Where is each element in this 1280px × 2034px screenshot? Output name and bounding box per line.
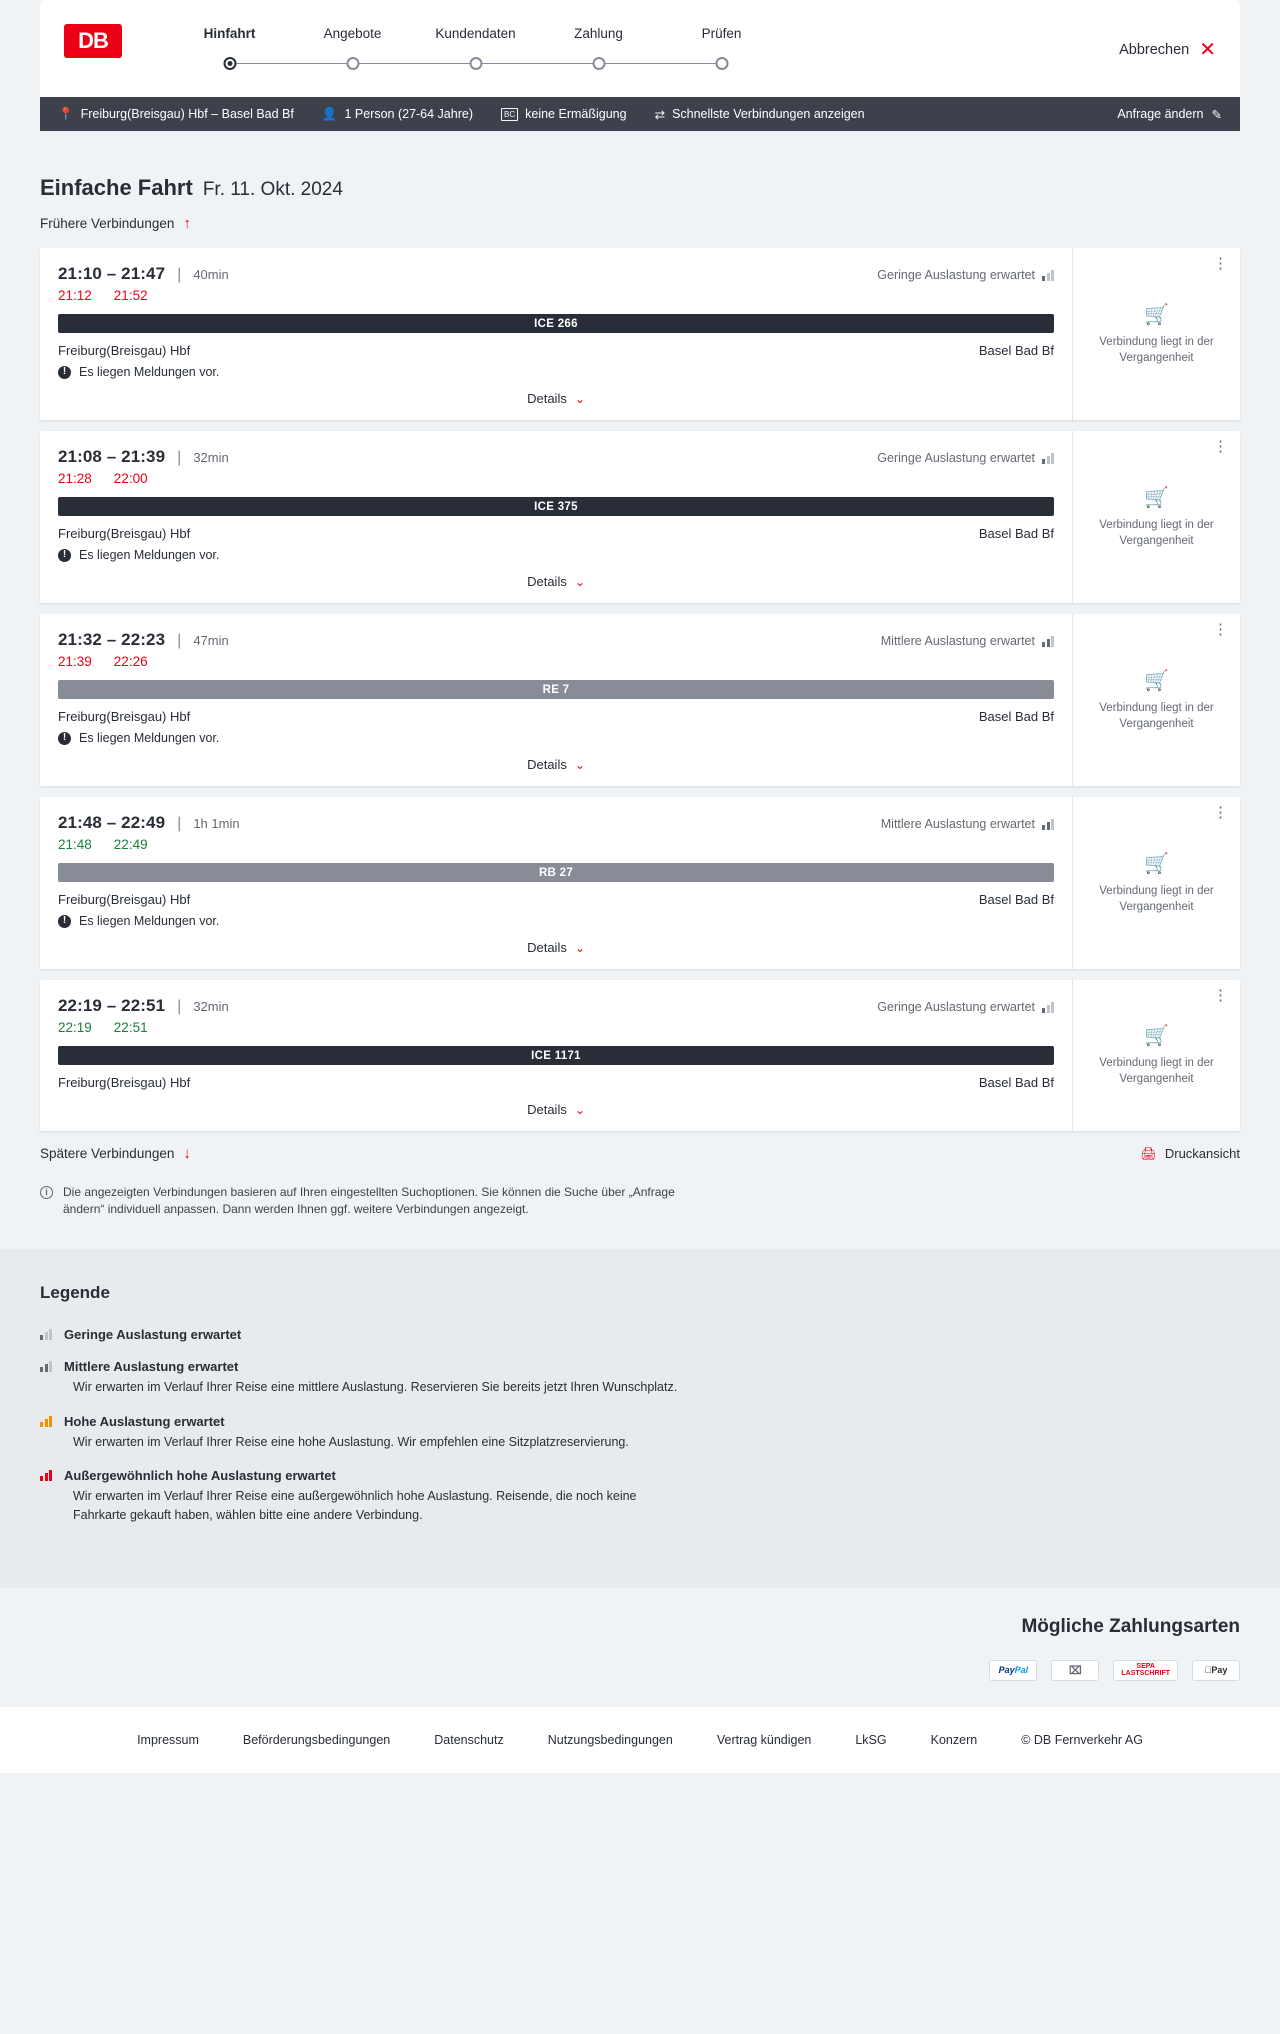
bahncard-icon: BC bbox=[501, 108, 518, 121]
legend-item-title: Hohe Auslastung erwartet bbox=[64, 1413, 225, 1429]
results-footer-row bbox=[40, 1145, 1240, 1162]
footer-copyright: © DB Fernverkehr AG bbox=[1021, 1732, 1143, 1747]
connection-card[interactable] bbox=[40, 980, 1240, 1131]
connection-header bbox=[58, 996, 1054, 1016]
cancel-button[interactable] bbox=[1119, 40, 1216, 60]
footer-link-datenschutz[interactable]: Datenschutz bbox=[434, 1732, 504, 1747]
legend-item-high bbox=[40, 1414, 1240, 1452]
train-badge: RE 7 bbox=[58, 680, 1054, 699]
paypal-icon: Pay Pal bbox=[989, 1660, 1037, 1681]
details-toggle[interactable] bbox=[58, 745, 1054, 780]
connection-header bbox=[58, 264, 1054, 284]
stepper bbox=[168, 26, 783, 79]
scheduled-times: 22:19 – 22:51 bbox=[58, 996, 166, 1015]
legend-item-desc: Wir erwarten im Verlauf Ihrer Reise eine mittlere Auslastung. Reservieren Sie bereits jetzt Ihren Wunschplatz. bbox=[73, 1379, 678, 1394]
utilization-bars-icon bbox=[1042, 270, 1054, 281]
arrow-up-icon: ↑ bbox=[183, 215, 191, 232]
legend-item-desc: Wir erwarten im Verlauf Ihrer Reise eine außergewöhnlich hohe Auslastung. Reisende, die noch keine Fahrkarte gekauft haben, wählen bitte eine andere Verbindung. bbox=[73, 1489, 637, 1523]
sepa-direct-debit-icon: SEPA LASTSCHRIFT bbox=[1113, 1660, 1178, 1681]
warning-icon: ! bbox=[58, 549, 71, 562]
connection-main bbox=[40, 248, 1072, 420]
booking-stepper-header bbox=[40, 0, 1240, 97]
discount-summary[interactable] bbox=[487, 107, 641, 121]
cart-icon: 🛒 bbox=[1144, 303, 1169, 326]
connection-side bbox=[1072, 614, 1240, 786]
connection-side bbox=[1072, 980, 1240, 1131]
cart-icon: 🛒 bbox=[1144, 852, 1169, 875]
divider: | bbox=[177, 632, 182, 649]
footer bbox=[0, 1707, 1280, 1773]
arrow-down-icon: ↓ bbox=[183, 1145, 191, 1162]
more-options-icon[interactable]: ⋮ bbox=[1213, 438, 1228, 455]
utilization-bars-icon bbox=[1042, 636, 1054, 647]
utilization-bars-icon bbox=[1042, 453, 1054, 464]
step-connector bbox=[353, 63, 476, 64]
details-toggle[interactable] bbox=[58, 379, 1054, 414]
connection-card[interactable] bbox=[40, 614, 1240, 786]
connection-header bbox=[58, 813, 1054, 833]
utilization-bars-icon bbox=[40, 1470, 52, 1481]
hint-text: Die angezeigten Verbindungen basieren auf Ihren eingestellten Suchoptionen. Sie können die Suche über „Anfrage ändern“ individuell anpassen. Dann werden Ihnen ggf. weitere Verbindungen angezeigt. bbox=[63, 1185, 675, 1217]
details-label: Details bbox=[527, 940, 567, 955]
person-icon: 👤 bbox=[321, 106, 338, 121]
more-options-icon[interactable]: ⋮ bbox=[1213, 804, 1228, 821]
footer-link-befoerderungsbedingungen[interactable]: Beförderungsbedingungen bbox=[242, 1732, 391, 1747]
sorting-label: Schnellste Verbindungen anzeigen bbox=[672, 107, 865, 121]
scheduled-times: 21:10 – 21:47 bbox=[58, 264, 166, 283]
earlier-connections-button[interactable] bbox=[40, 215, 1240, 232]
details-label: Details bbox=[527, 757, 567, 772]
earlier-label: Frühere Verbindungen bbox=[40, 216, 175, 231]
arrival-realtime: 22:49 bbox=[113, 837, 148, 852]
arrival-realtime: 22:51 bbox=[113, 1020, 148, 1035]
payment-methods-section bbox=[0, 1588, 1280, 1707]
chevron-down-icon: ⌄ bbox=[574, 940, 585, 955]
duration: 32min bbox=[193, 999, 229, 1014]
step-connector bbox=[230, 63, 353, 64]
destination-station: Basel Bad Bf bbox=[978, 892, 1054, 907]
stations bbox=[58, 526, 1054, 541]
utilization bbox=[881, 634, 1054, 648]
more-options-icon[interactable]: ⋮ bbox=[1213, 621, 1228, 638]
train-badge: RB 27 bbox=[58, 863, 1054, 882]
connection-header bbox=[58, 630, 1054, 650]
scheduled-times: 21:32 – 22:23 bbox=[58, 630, 166, 649]
page-title bbox=[40, 131, 1240, 201]
warning-icon: ! bbox=[58, 915, 71, 928]
utilization bbox=[877, 1000, 1054, 1014]
girocard-icon: ⌧ bbox=[1051, 1660, 1099, 1681]
details-label: Details bbox=[527, 391, 567, 406]
connection-main bbox=[40, 431, 1072, 603]
origin-station: Freiburg(Breisgau) Hbf bbox=[58, 526, 191, 541]
print-label: Druckansicht bbox=[1164, 1146, 1240, 1161]
footer-link-vertrag-kuendigen[interactable]: Vertrag kündigen bbox=[716, 1732, 812, 1747]
message-text: Es liegen Meldungen vor. bbox=[79, 914, 220, 928]
passenger-summary[interactable] bbox=[308, 107, 487, 122]
close-icon: ✕ bbox=[1199, 39, 1216, 61]
cart-icon: 🛒 bbox=[1144, 669, 1169, 692]
departure-realtime: 22:19 bbox=[58, 1020, 92, 1035]
divider: | bbox=[177, 266, 182, 283]
departure-realtime: 21:39 bbox=[58, 654, 92, 669]
step-dot bbox=[223, 57, 236, 70]
printer-icon: 🖨 bbox=[1140, 1145, 1157, 1161]
connection-main bbox=[40, 980, 1072, 1131]
scheduled-times: 21:08 – 21:39 bbox=[58, 447, 166, 466]
train-badge: ICE 1171 bbox=[58, 1046, 1054, 1065]
duration: 1h 1min bbox=[193, 816, 240, 831]
utilization-bars-icon bbox=[1042, 819, 1054, 830]
connection-side bbox=[1072, 797, 1240, 969]
message-text: Es liegen Meldungen vor. bbox=[79, 365, 220, 379]
legend-item-very-high bbox=[40, 1468, 1240, 1525]
search-summary-bar bbox=[40, 97, 1240, 131]
arrival-realtime: 22:26 bbox=[113, 654, 148, 669]
details-toggle[interactable] bbox=[58, 1090, 1054, 1125]
realtime-times bbox=[58, 288, 1054, 303]
step-hinfahrt[interactable] bbox=[168, 26, 291, 79]
route-summary[interactable] bbox=[54, 107, 308, 122]
footer-link-impressum[interactable]: Impressum bbox=[137, 1732, 199, 1747]
divider: | bbox=[177, 998, 182, 1015]
message-text: Es liegen Meldungen vor. bbox=[79, 548, 220, 562]
divider: | bbox=[177, 449, 182, 466]
connection-header bbox=[58, 447, 1054, 467]
legend-item-title: Außergewöhnlich hohe Auslastung erwartet bbox=[64, 1468, 336, 1484]
info-icon: i bbox=[40, 1186, 53, 1199]
details-toggle[interactable] bbox=[58, 562, 1054, 597]
utilization bbox=[877, 451, 1054, 465]
footer-link-konzern[interactable]: Konzern bbox=[930, 1732, 978, 1747]
realtime-times bbox=[58, 837, 1054, 852]
utilization-bars-icon bbox=[40, 1361, 52, 1372]
realtime-times bbox=[58, 471, 1054, 486]
step-label: Zahlung bbox=[574, 26, 623, 41]
departure-realtime: 21:48 bbox=[58, 837, 92, 852]
past-note: Verbindung liegt in der Vergangenheit bbox=[1099, 701, 1214, 730]
message-text: Es liegen Meldungen vor. bbox=[79, 731, 220, 745]
details-label: Details bbox=[527, 1102, 567, 1117]
db-logo[interactable] bbox=[64, 24, 122, 58]
step-dot bbox=[469, 57, 482, 70]
utilization bbox=[881, 817, 1054, 831]
connection-message[interactable] bbox=[58, 731, 1054, 745]
stations bbox=[58, 892, 1054, 907]
connection-message[interactable] bbox=[58, 365, 1054, 379]
departure-realtime: 21:28 bbox=[58, 471, 92, 486]
utilization-label: Geringe Auslastung erwartet bbox=[877, 1000, 1035, 1014]
stations bbox=[58, 1075, 1054, 1090]
cancel-label: Abbrechen bbox=[1119, 42, 1190, 58]
connection-main bbox=[40, 614, 1072, 786]
stations bbox=[58, 343, 1054, 358]
connection-message[interactable] bbox=[58, 914, 1054, 928]
legend-item-title: Mittlere Auslastung erwartet bbox=[64, 1358, 239, 1374]
step-dot bbox=[592, 57, 605, 70]
chevron-down-icon: ⌄ bbox=[574, 1102, 585, 1117]
legend-title: Legende bbox=[40, 1282, 110, 1302]
chevron-down-icon: ⌄ bbox=[574, 757, 585, 772]
connection-card[interactable] bbox=[40, 797, 1240, 969]
later-connections-button[interactable] bbox=[40, 1145, 191, 1162]
sorting-summary[interactable] bbox=[641, 107, 879, 122]
duration: 32min bbox=[193, 450, 229, 465]
step-pruefen[interactable] bbox=[660, 26, 783, 79]
footer-link-nutzungsbedingungen[interactable]: Nutzungsbedingungen bbox=[547, 1732, 673, 1747]
legend-item-title: Geringe Auslastung erwartet bbox=[64, 1326, 242, 1342]
train-badge: ICE 266 bbox=[58, 314, 1054, 333]
step-connector bbox=[599, 63, 722, 64]
more-options-icon[interactable]: ⋮ bbox=[1213, 255, 1228, 272]
chevron-down-icon: ⌄ bbox=[574, 574, 585, 589]
connection-main bbox=[40, 797, 1072, 969]
trip-date: Fr. 11. Okt. 2024 bbox=[202, 179, 343, 200]
destination-station: Basel Bad Bf bbox=[978, 709, 1054, 724]
arrival-realtime: 22:00 bbox=[113, 471, 148, 486]
past-note: Verbindung liegt in der Vergangenheit bbox=[1099, 518, 1214, 547]
legend-item-mid bbox=[40, 1359, 1240, 1397]
connection-side bbox=[1072, 248, 1240, 420]
past-note: Verbindung liegt in der Vergangenheit bbox=[1099, 335, 1214, 364]
trip-type-title: Einfache Fahrt bbox=[40, 175, 193, 200]
utilization-bars-icon bbox=[40, 1416, 52, 1427]
edit-search-label: Anfrage ändern bbox=[1117, 107, 1204, 121]
chevron-down-icon: ⌄ bbox=[574, 391, 585, 406]
past-note: Verbindung liegt in der Vergangenheit bbox=[1099, 884, 1214, 913]
utilization-label: Mittlere Auslastung erwartet bbox=[880, 634, 1035, 648]
stations bbox=[58, 709, 1054, 724]
discount-label: keine Ermäßigung bbox=[525, 107, 627, 121]
utilization-label: Geringe Auslastung erwartet bbox=[877, 451, 1035, 465]
step-label: Prüfen bbox=[701, 26, 742, 41]
connection-card[interactable] bbox=[40, 248, 1240, 420]
step-label: Angebote bbox=[323, 26, 382, 41]
duration: 40min bbox=[193, 267, 229, 282]
pencil-icon: ✎ bbox=[1211, 107, 1222, 122]
db-logo-text: DB bbox=[78, 28, 108, 53]
step-dot bbox=[715, 57, 728, 70]
realtime-times bbox=[58, 1020, 1054, 1035]
edit-search-button[interactable] bbox=[1117, 107, 1226, 122]
destination-station: Basel Bad Bf bbox=[978, 343, 1054, 358]
step-label: Kundendaten bbox=[435, 26, 516, 41]
legend-section bbox=[0, 1249, 1280, 1588]
location-pin-icon: 📍 bbox=[58, 106, 74, 121]
utilization-label: Mittlere Auslastung erwartet bbox=[880, 817, 1035, 831]
utilization-bars-icon bbox=[40, 1329, 52, 1340]
utilization bbox=[877, 268, 1054, 282]
utilization-label: Geringe Auslastung erwartet bbox=[877, 268, 1035, 282]
departure-realtime: 21:12 bbox=[58, 288, 92, 303]
passenger-label: 1 Person (27-64 Jahre) bbox=[344, 107, 473, 121]
cart-icon: 🛒 bbox=[1144, 1025, 1169, 1048]
utilization-bars-icon bbox=[1042, 1002, 1054, 1013]
legend-item-low bbox=[40, 1327, 1240, 1342]
step-connector bbox=[476, 63, 599, 64]
connection-side bbox=[1072, 431, 1240, 603]
warning-icon: ! bbox=[58, 366, 71, 379]
step-label: Hinfahrt bbox=[203, 26, 256, 41]
payment-title: Mögliche Zahlungsarten bbox=[1021, 1615, 1240, 1637]
scheduled-times: 21:48 – 22:49 bbox=[58, 813, 166, 832]
more-options-icon[interactable]: ⋮ bbox=[1213, 987, 1228, 1004]
step-angebote[interactable] bbox=[291, 26, 414, 79]
details-toggle[interactable] bbox=[58, 928, 1054, 963]
route-label: Freiburg(Breisgau) Hbf – Basel Bad Bf bbox=[80, 107, 294, 121]
divider: | bbox=[177, 815, 182, 832]
payment-icons bbox=[40, 1660, 1240, 1681]
connection-message[interactable] bbox=[58, 548, 1054, 562]
step-kundendaten[interactable] bbox=[414, 26, 537, 79]
train-badge: ICE 375 bbox=[58, 497, 1054, 516]
cart-icon: 🛒 bbox=[1144, 486, 1169, 509]
legend-item-desc: Wir erwarten im Verlauf Ihrer Reise eine hohe Auslastung. Wir empfehlen eine Sitzplatzreservierung. bbox=[73, 1434, 629, 1449]
print-view-button[interactable] bbox=[1140, 1146, 1240, 1162]
origin-station: Freiburg(Breisgau) Hbf bbox=[58, 1075, 191, 1090]
destination-station: Basel Bad Bf bbox=[978, 526, 1054, 541]
origin-station: Freiburg(Breisgau) Hbf bbox=[58, 892, 191, 907]
sort-icon: ⇄ bbox=[654, 107, 666, 122]
results-content bbox=[0, 131, 1280, 1249]
search-hint bbox=[40, 1184, 680, 1219]
step-dot bbox=[346, 57, 359, 70]
warning-icon: ! bbox=[58, 732, 71, 745]
past-note: Verbindung liegt in der Vergangenheit bbox=[1099, 1057, 1214, 1085]
arrival-realtime: 21:52 bbox=[113, 288, 148, 303]
footer-link-lksg[interactable]: LkSG bbox=[855, 1732, 887, 1747]
later-label: Spätere Verbindungen bbox=[40, 1146, 175, 1161]
duration: 47min bbox=[193, 633, 229, 648]
step-zahlung[interactable] bbox=[537, 26, 660, 79]
origin-station: Freiburg(Breisgau) Hbf bbox=[58, 709, 191, 724]
destination-station: Basel Bad Bf bbox=[978, 1075, 1054, 1090]
details-label: Details bbox=[527, 574, 567, 589]
apple-pay-icon: Pay bbox=[1192, 1660, 1240, 1681]
connection-card[interactable] bbox=[40, 431, 1240, 603]
origin-station: Freiburg(Breisgau) Hbf bbox=[58, 343, 191, 358]
realtime-times bbox=[58, 654, 1054, 669]
